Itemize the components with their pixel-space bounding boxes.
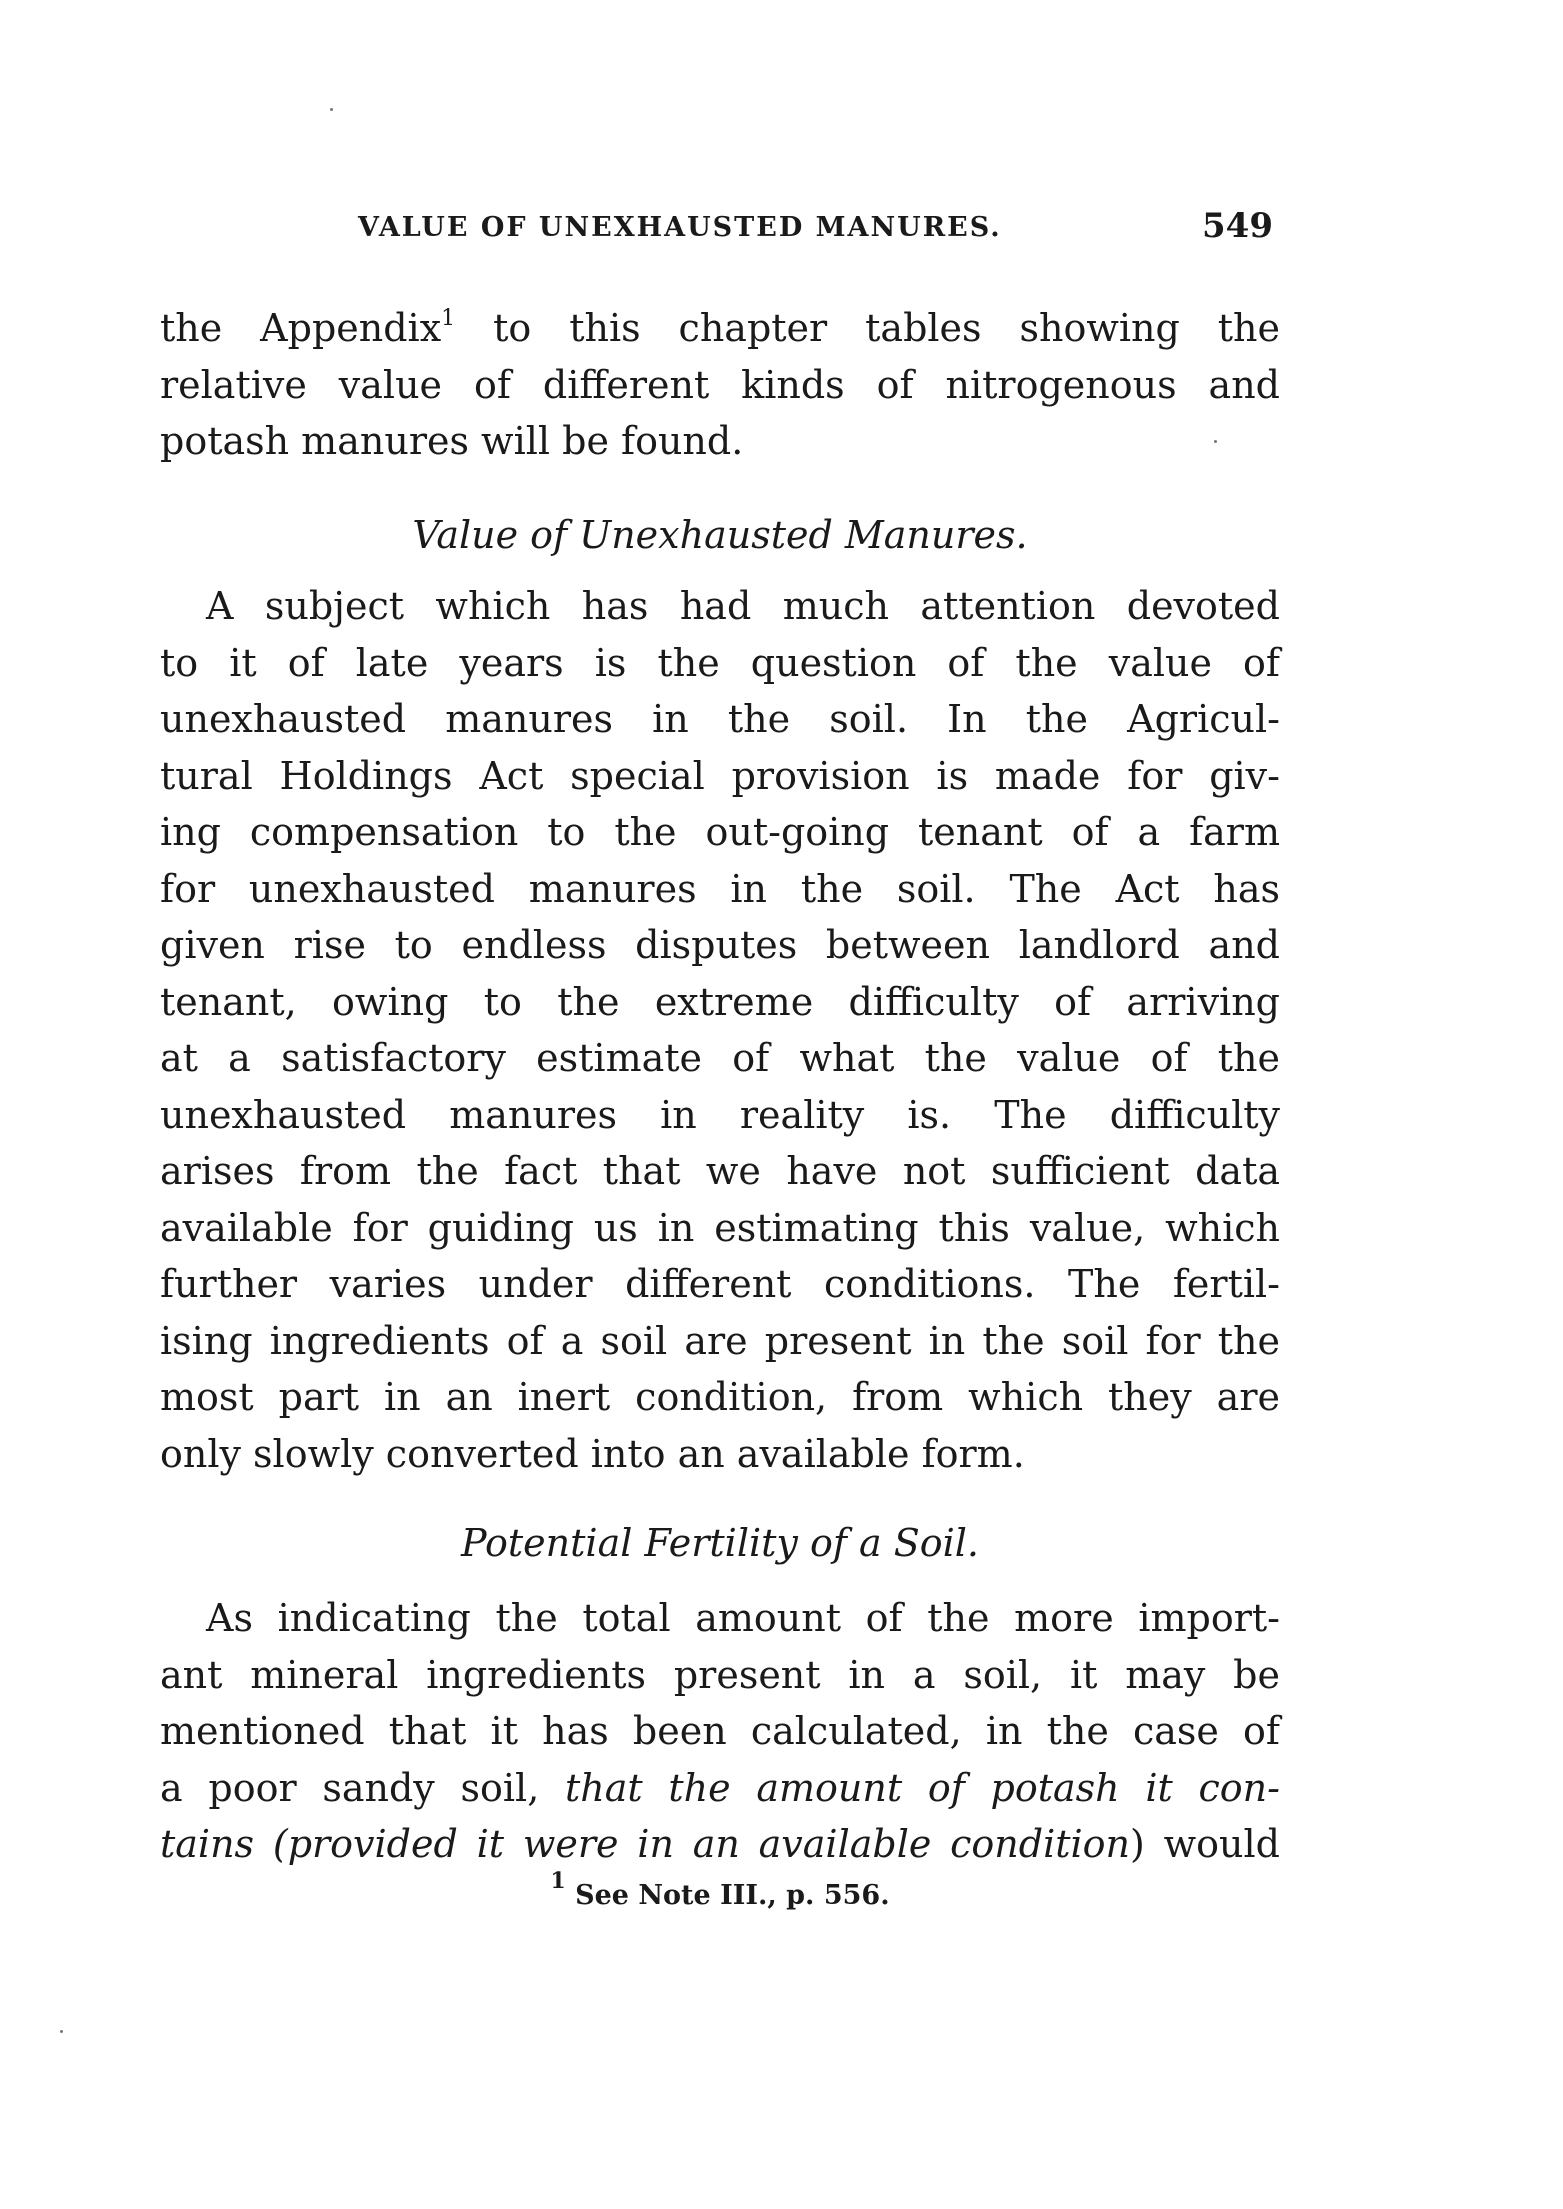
text-line: given rise to endless disputes between landlord and (160, 923, 1280, 967)
text-line: at a satisfactory estimate of what the value of the (160, 1036, 1280, 1080)
text-line: potash manures will be found. (160, 419, 744, 463)
text-line: ising ingredients of a soil are present in the soil for the (160, 1318, 1280, 1363)
page-number: 549 (1202, 206, 1273, 246)
text-line: for unexhausted manures in the soil. The Act has (160, 866, 1280, 911)
text-line: As indicating the total amount of the more import- (206, 1596, 1280, 1640)
footnote (160, 1868, 1280, 1911)
text-line: only slowly converted into an available form. (160, 1431, 1025, 1476)
scan-speck (330, 108, 333, 111)
running-head: VALUE OF UNEXHAUSTED MANURES. (358, 212, 1002, 243)
text-line: arises from the fact that we have not sufficient data (160, 1149, 1280, 1193)
text-line: mentioned that it has been calculated, in the case of (160, 1709, 1280, 1753)
text-line: unexhausted manures in the soil. In the Agricul- (160, 697, 1280, 741)
text-line: tains (provided it were in an available condition) would (160, 1822, 1281, 1866)
footnote-marker: 1 (441, 306, 456, 331)
text-line: available for guiding us in estimating this value, which (160, 1205, 1280, 1250)
page-header (358, 206, 1273, 252)
footnote-text: See Note III., p. 556. (575, 1880, 890, 1911)
text-line: further varies under different conditions. The fertil- (160, 1262, 1280, 1306)
scan-speck (1214, 440, 1217, 443)
section-heading-potential-fertility: Potential Fertility of a Soil. (461, 1521, 979, 1565)
footnote-marker: 1 (550, 1868, 566, 1894)
intro-paragraph (160, 300, 1280, 470)
text-line: tenant, owing to the extreme difficulty of arriving (160, 979, 1280, 1024)
text-line: to it of late years is the question of the value of (160, 640, 1280, 685)
text-line: ing compensation to the out-going tenant of a farm (160, 810, 1280, 854)
text-line: unexhausted manures in reality is. The difficulty (160, 1092, 1280, 1137)
text-line: relative value of different kinds of nitrogenous and (160, 362, 1280, 407)
text-line: tural Holdings Act special provision is made for giv- (160, 753, 1280, 798)
text-line: a poor sandy soil, that the amount of potash it con- (160, 1765, 1280, 1810)
text-line: most part in an inert condition, from which they are (160, 1375, 1280, 1419)
section-heading-unexhausted-manures: Value of Unexhausted Manures. (412, 513, 1028, 557)
section2-paragraph (160, 1590, 1280, 1873)
scan-speck (60, 2030, 63, 2033)
section1-paragraph (160, 578, 1280, 1482)
text-line: ant mineral ingredients present in a soil, it may be (160, 1652, 1280, 1697)
text-line: the Appendix$^1$ to this chapter tables showing the (160, 306, 1281, 350)
text-line: A subject which has had much attention devoted (206, 584, 1280, 628)
